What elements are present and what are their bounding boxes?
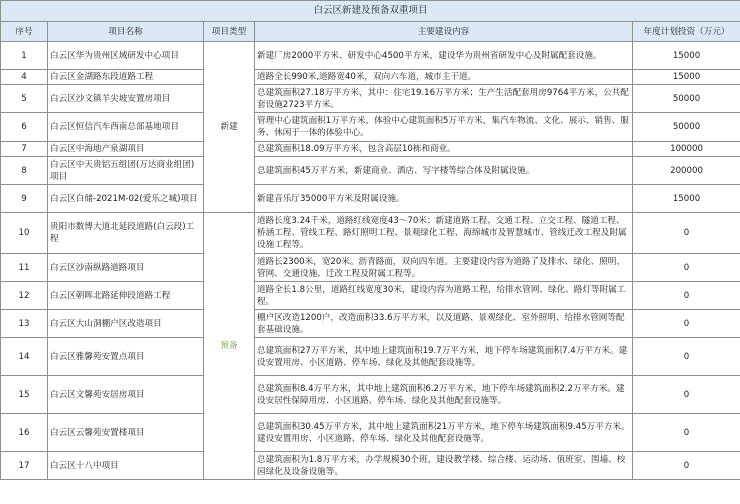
table-title: 白云区新建及预备双重项目 <box>1 1 740 22</box>
row-no: 5 <box>1 85 48 113</box>
table-row <box>1 310 740 338</box>
row-name: 白云区十八中项目 <box>48 452 204 480</box>
type-new: 新建 <box>204 42 255 213</box>
table-row <box>1 414 740 452</box>
row-no: 8 <box>1 157 48 185</box>
header-content: 主要建设内容 <box>255 22 633 42</box>
table-row <box>1 142 740 157</box>
table-row <box>1 213 740 254</box>
header-no: 序号 <box>1 22 48 42</box>
row-content: 道路全长990米,道路宽40米，双向六车道，城市主干道。 <box>255 70 633 85</box>
row-name: 白云区中天贵铝五组团(万达商业组团)项目 <box>48 157 204 185</box>
table-row <box>1 85 740 113</box>
row-no: 6 <box>1 113 48 142</box>
row-content: 总建筑面积30.45万平方米，其中地上建筑面积21万平方米，地下停车场建筑面积9.45万平方米。建设安置用房、小区道路、停车场、绿化及其他配套设施等。 <box>255 414 633 452</box>
table-row <box>1 185 740 213</box>
row-name: 白云区金湖路东段道路工程 <box>48 70 204 85</box>
row-content: 道路长度3.24千米，道路红线宽度43～70米；新建道路工程、交通工程、立交工程、隧道工程、桥涵工程、管线工程、路灯照明工程、景观绿化工程、海绵城市及智慧城市、管线迁改工程及附属设施工程等。 <box>255 213 633 254</box>
row-name: 贵阳市数博大道北延段道路(白云段)工程 <box>48 213 204 254</box>
row-name: 白云区朝晖北路延伸段道路工程 <box>48 282 204 310</box>
row-no: 17 <box>1 452 48 480</box>
row-content: 总建筑面积27万平方米，其中地上建筑面积19.7万平方米，地下停车场建筑面积7.4万平方米。建设安置用房、小区道路、停车场、绿化及其他配套设施等。 <box>255 338 633 376</box>
row-no: 10 <box>1 213 48 254</box>
table-row <box>1 42 740 70</box>
row-no: 7 <box>1 142 48 157</box>
row-invest: 0 <box>633 338 740 376</box>
row-name: 白云区大山洞棚户区改造项目 <box>48 310 204 338</box>
row-name: 白云区沙文镇羊尖坡安置房项目 <box>48 85 204 113</box>
row-content: 总建筑面积45万平方米，新建商业、酒店、写字楼等综合体及附属设施。 <box>255 157 633 185</box>
row-invest: 50000 <box>633 113 740 142</box>
header-name: 项目名称 <box>48 22 204 42</box>
row-name: 白云区白储-2021M-02(爱乐之城)项目 <box>48 185 204 213</box>
row-content: 总建筑面积27.18万平方米，其中：住宅19.16万平方米；生产生活配套用房9764平方米，公共配套设施2723平方米。 <box>255 85 633 113</box>
row-name: 白云区雅馨苑安置点项目 <box>48 338 204 376</box>
row-name: 白云区中海地产泉湖项目 <box>48 142 204 157</box>
row-name: 白云区华为贵州区域研发中心项目 <box>48 42 204 70</box>
row-invest: 0 <box>633 414 740 452</box>
row-no: 14 <box>1 338 48 376</box>
table-row <box>1 376 740 414</box>
table-row <box>1 157 740 185</box>
row-content: 总建筑面积18.09万平方米，包含高层10栋和商业。 <box>255 142 633 157</box>
row-no: 9 <box>1 185 48 213</box>
row-no: 4 <box>1 70 48 85</box>
row-content: 总建筑面积8.4万平方米，其中地上建筑面积6.2万平方米，地下停车场建筑面积2.2万平方米。建设安居性保障用房、小区道路、停车场、绿化及其他配套设施等。 <box>255 376 633 414</box>
row-name: 白云区恒信汽车西南总部基地项目 <box>48 113 204 142</box>
row-invest: 0 <box>633 452 740 480</box>
row-name: 白云区文馨苑安居房项目 <box>48 376 204 414</box>
table-row <box>1 70 740 85</box>
row-content: 新建厂房2000平方米、研发中心4500平方米，建设华为贵州省研发中心及附属配套设施。 <box>255 42 633 70</box>
row-invest: 0 <box>633 213 740 254</box>
row-content: 棚户区改造1200户，改造面积33.6万平方米，以及道路、景观绿化、室外照明、给排水管网等配套基础设施。 <box>255 310 633 338</box>
row-no: 15 <box>1 376 48 414</box>
row-invest: 0 <box>633 254 740 282</box>
table-row <box>1 282 740 310</box>
header-type: 项目类型 <box>204 22 255 42</box>
row-content: 道路长2300米，宽20米。沥青路面，双向四车道。主要建设内容为道路了及排水、绿化、照明、管网、交通设施、迁改工程及附属工程等。 <box>255 254 633 282</box>
table-row <box>1 452 740 480</box>
row-content: 总建筑面积为1.8万平方米，办学规模30个班，建设教学楼、综合楼、运动场、值班室、围墙、校园绿化及设备设施等。 <box>255 452 633 480</box>
row-invest: 100000 <box>633 142 740 157</box>
row-invest: 15000 <box>633 185 740 213</box>
row-no: 13 <box>1 310 48 338</box>
type-prep: 预备 <box>204 213 255 480</box>
row-invest: 50000 <box>633 85 740 113</box>
row-no: 16 <box>1 414 48 452</box>
row-name: 白云区沙南纵路道路项目 <box>48 254 204 282</box>
row-no: 12 <box>1 282 48 310</box>
row-content: 新建音乐厅35000平方米及附属设施。 <box>255 185 633 213</box>
row-invest: 15000 <box>633 70 740 85</box>
row-content: 道路全长1.8公里，道路红线宽度30米，建设内容为道路工程，给排水管网、绿化、路灯等附属工程。 <box>255 282 633 310</box>
table-row <box>1 113 740 142</box>
table-row <box>1 254 740 282</box>
row-invest: 0 <box>633 376 740 414</box>
table-row <box>1 338 740 376</box>
row-invest: 0 <box>633 310 740 338</box>
row-no: 11 <box>1 254 48 282</box>
row-invest: 0 <box>633 282 740 310</box>
row-no: 1 <box>1 42 48 70</box>
row-content: 管理中心建筑面积1万平方米，体验中心建筑面积5万平方米，集汽车物流、文化、展示、销售、服务、休闲于一体的体验中心。 <box>255 113 633 142</box>
header-invest: 年度计划投资（万元） <box>633 22 740 42</box>
row-name: 白云区云馨苑安置楼项目 <box>48 414 204 452</box>
row-invest: 15000 <box>633 42 740 70</box>
row-invest: 200000 <box>633 157 740 185</box>
